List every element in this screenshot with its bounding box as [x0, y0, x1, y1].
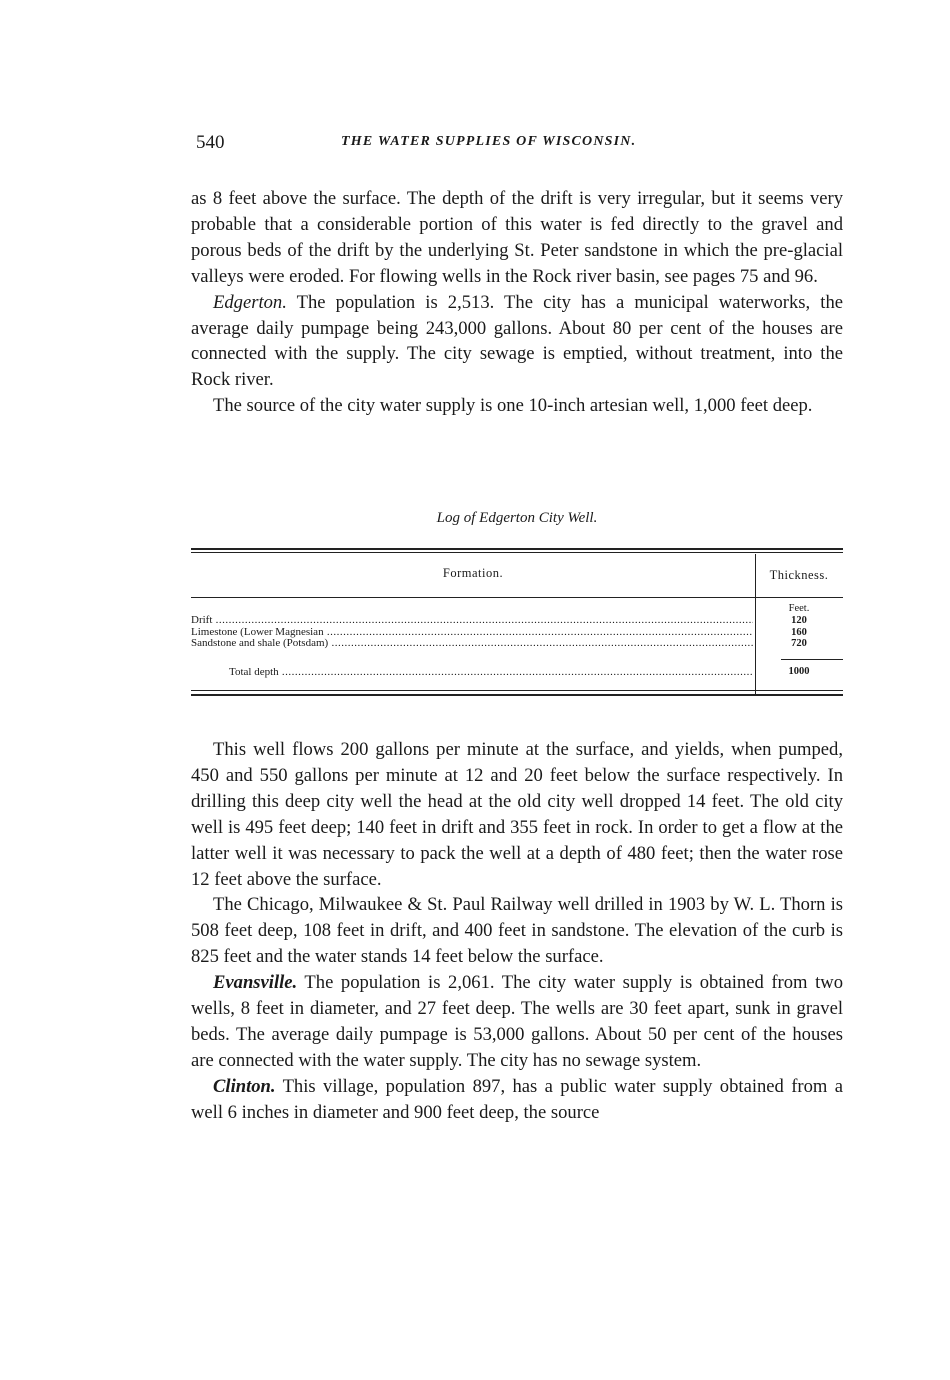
paragraph: The Chicago, Milwaukee & St. Paul Railway well drilled in 1903 by W. L. Thorn is 508 feet deep, 108 feet in drift, and 400 feet in sandstone. The elevation of the curb is 825 feet and the water stands 14 feet below the surface.: [191, 894, 843, 968]
total-row: [191, 665, 843, 679]
total-value: 1000: [788, 666, 810, 677]
running-title: THE WATER SUPPLIES OF WISCONSIN.: [341, 134, 637, 149]
place-name-edgerton: Edgerton.: [213, 291, 287, 313]
table-title: Log of Edgerton City Well.: [436, 510, 598, 526]
paragraph-text: The population is 2,513. The city has a municipal waterworks, the average daily pumpage being 243,000 gallons. About 80 per cent of the houses are connected with the supply. The city sewage is emptied, without treatment, into the Rock river.: [191, 291, 843, 391]
well-log-table: [191, 548, 843, 726]
paragraph-text: This village, population 897, has a public water supply obtained from a well 6 inches in diameter and 900 feet deep, the source: [191, 1075, 843, 1123]
table-rows: [191, 615, 843, 650]
formation-name: Limestone (Lower Magnesian .....: [191, 627, 753, 639]
page-number: 540: [196, 132, 225, 153]
body-text-lower: [191, 737, 843, 1126]
table-rule: [191, 694, 843, 696]
table-row: [191, 638, 843, 650]
thickness-value: 160: [791, 626, 807, 638]
place-name-evansville: Evansville.: [213, 972, 298, 994]
table-rule: [191, 548, 843, 550]
paragraph: as 8 feet above the surface. The depth of the drift is very irregular, but it seems very probable that a considerable portion of this water is fed directly to the gravel and porous beds of the drift by the underlying St. Peter sandstone in which the pre-glacial valleys were eroded. For flowing wells in the Rock river basin, see pages 75 and 96.: [191, 188, 843, 287]
column-header-formation: Formation.: [442, 566, 504, 580]
paragraph-evansville: [191, 970, 843, 1074]
place-name-clinton: Clinton.: [213, 1075, 276, 1097]
formation-name: Sandstone and shale (Potsdam) .....: [191, 638, 753, 650]
header-rule: [191, 597, 843, 598]
paragraph-edgerton: [191, 290, 843, 394]
paragraph-text: The population is 2,061. The city water supply is obtained from two wells, 8 feet in diameter, and 27 feet deep. The wells are 30 feet apart, sunk in gravel beds. The average daily pumpage is 53,000 gallons. About 50 per cent of the houses are connected with the water supply. The city has no sewage system.: [191, 972, 843, 1071]
formation-name: Drift .....: [191, 615, 753, 627]
body-text-upper: [191, 186, 843, 419]
thickness-value: 120: [791, 615, 807, 626]
page-header: [196, 132, 846, 158]
paragraph: The source of the city water supply is one 10-inch artesian well, 1,000 feet deep.: [213, 395, 813, 417]
table-row: [191, 615, 843, 627]
total-label: Total depth .....: [229, 665, 753, 679]
unit-label: Feet.: [788, 603, 810, 614]
paragraph-clinton: [191, 1074, 843, 1126]
thickness-value: 720: [791, 638, 807, 649]
table-rule: [191, 690, 843, 691]
column-header-thickness: Thickness.: [769, 568, 829, 582]
unit-row: [191, 603, 843, 615]
paragraph: This well flows 200 gallons per minute at the surface, and yields, when pumped, 450 and 550 gallons per minute at 12 and 20 feet below the surface respectively. In drilling this deep city well the head at the old city well dropped 14 feet. The old city well is 495 feet deep; 140 feet in drift and 355 feet in rock. In order to get a flow at the latter well it was necessary to pack the well at a depth of 480 feet; then the water rose 12 feet above the surface.: [191, 739, 843, 890]
table-rule: [191, 552, 843, 553]
subtotal-rule: [781, 659, 843, 660]
table-row: [191, 627, 843, 639]
